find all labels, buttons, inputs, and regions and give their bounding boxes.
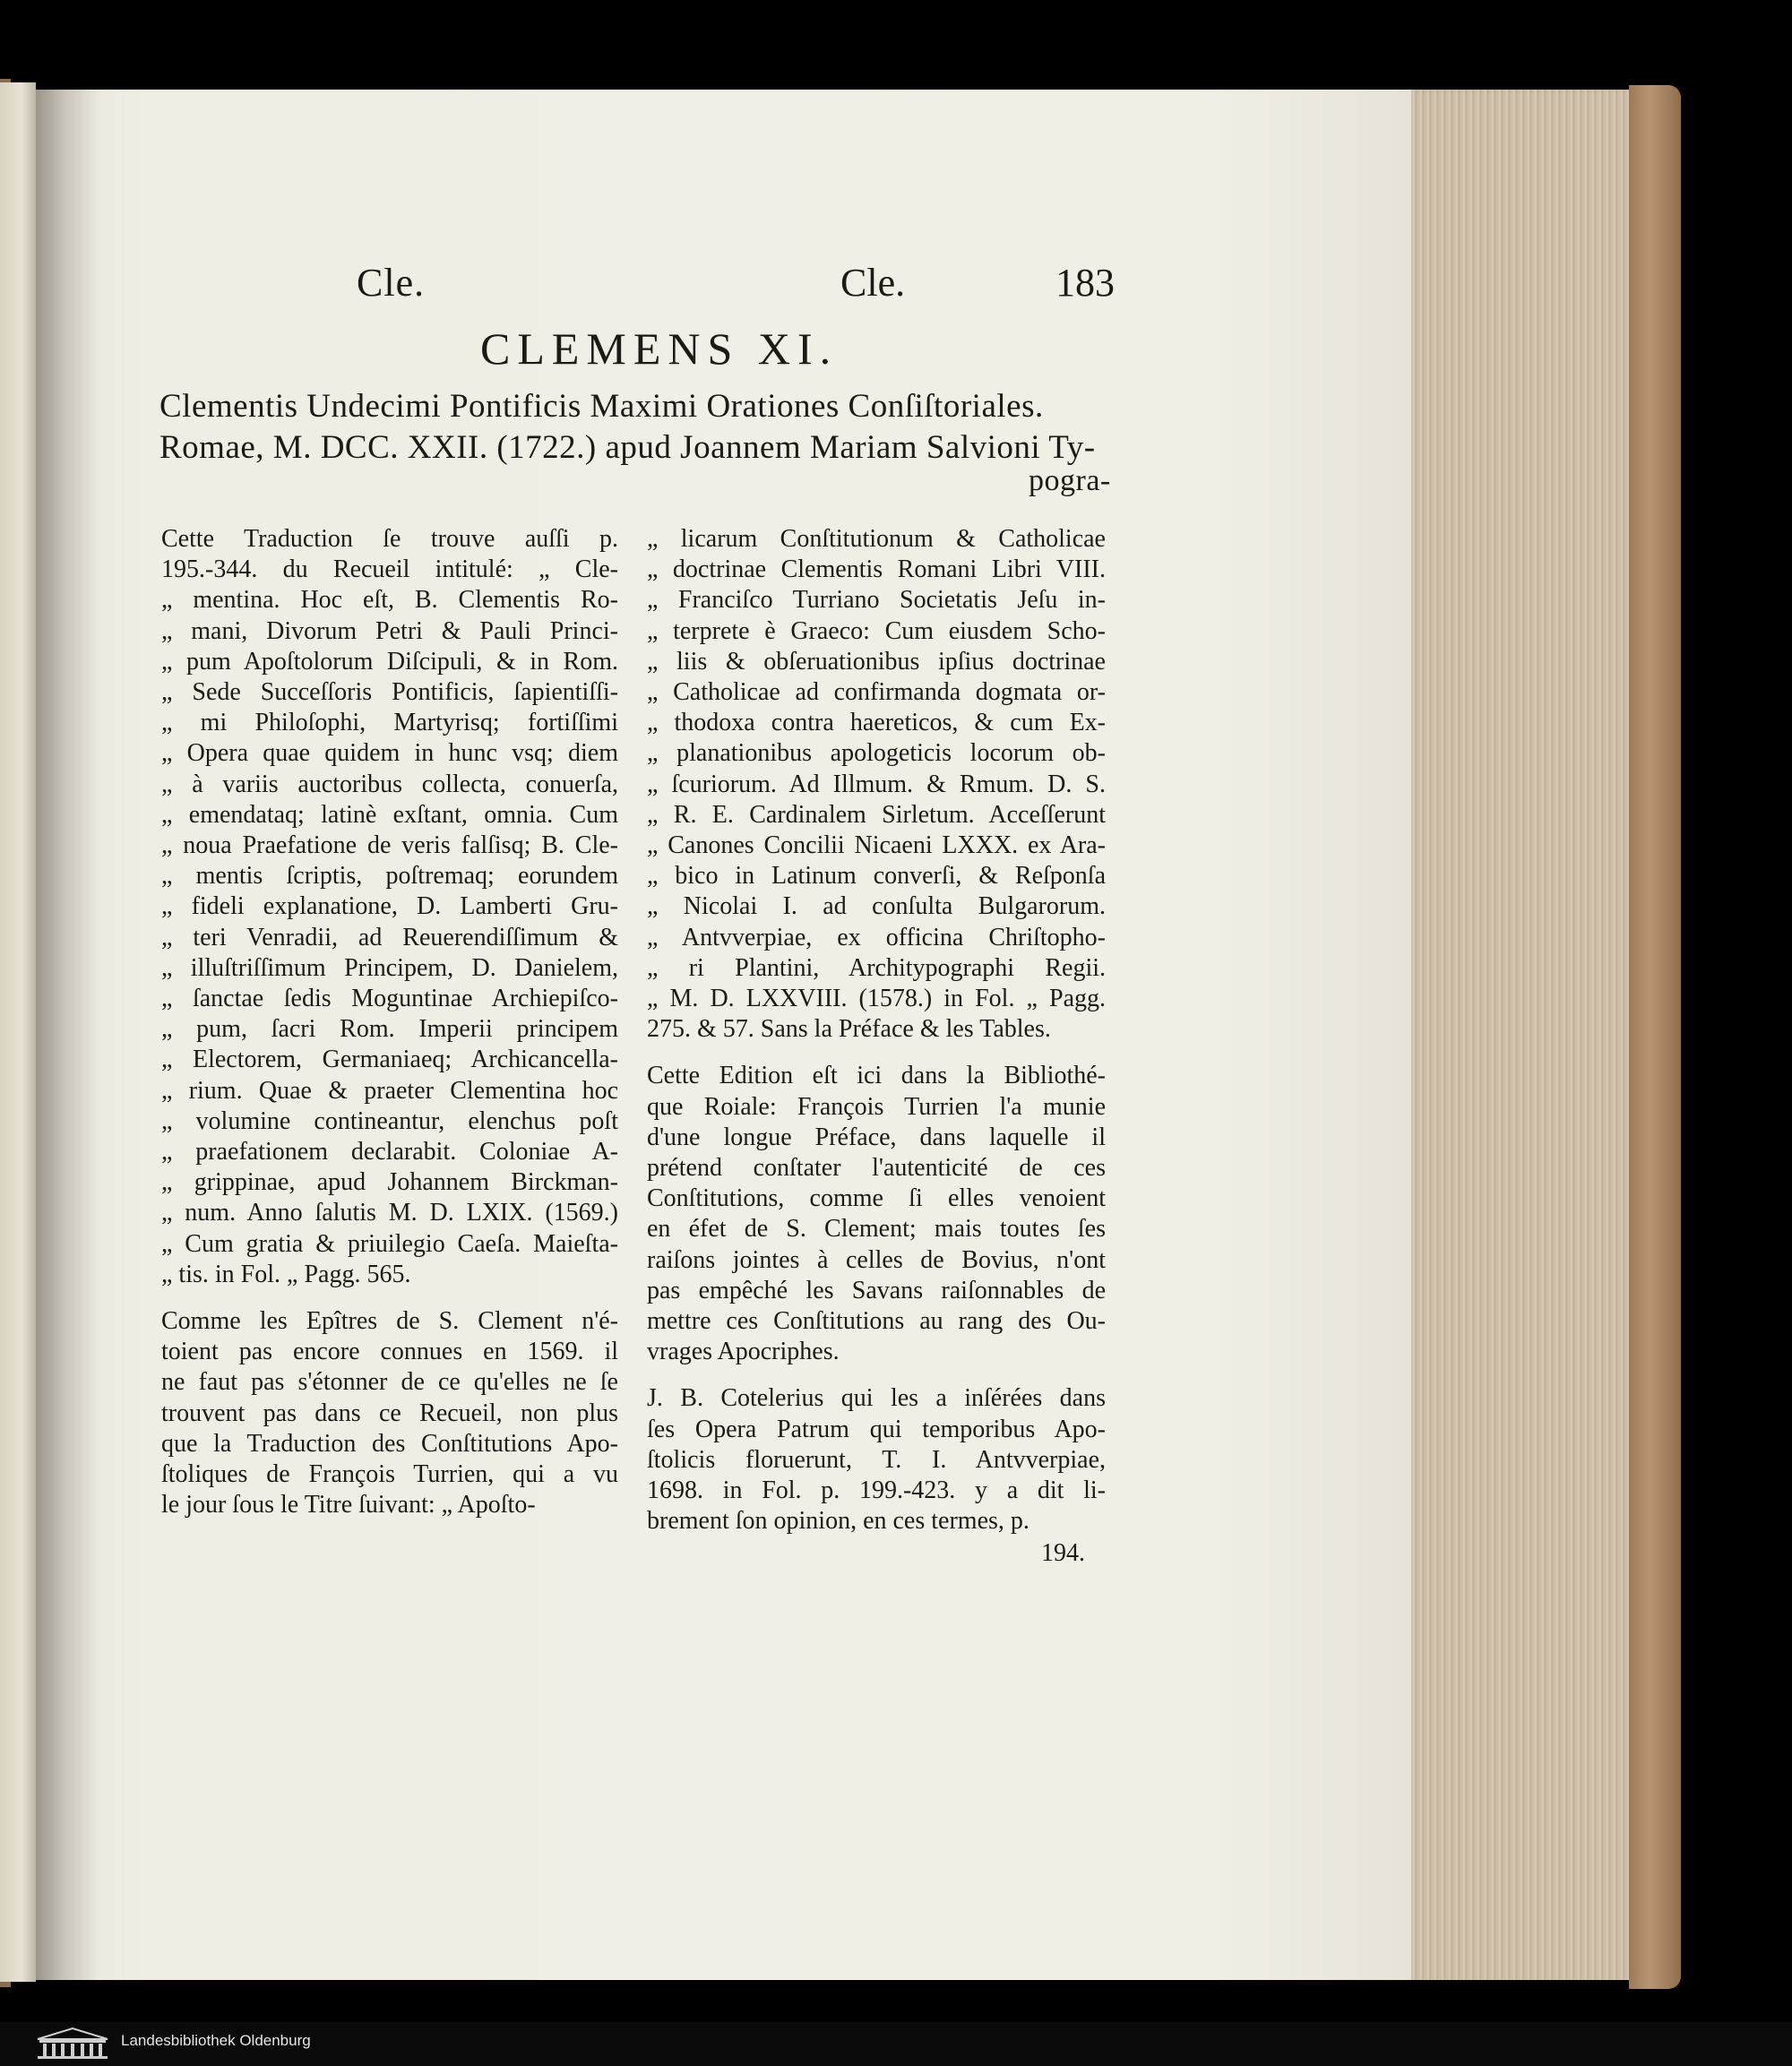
text-line: ſtoliques de François Turrien, qui a vu: [161, 1460, 618, 1489]
text-line: „ licarum Conſtitutionum & Catholicae: [647, 525, 1106, 553]
text-line: „ Opera quae quidem in hunc vsq; diem: [161, 739, 618, 768]
text-line: „ num. Anno ſalutis M. D. LXIX. (1569.): [161, 1199, 618, 1227]
catchword: 194.: [1041, 1539, 1085, 1567]
text-line: „ rium. Quae & praeter Clementina hoc: [161, 1076, 618, 1105]
text-line: „ Canones Concilii Nicaeni LXXX. ex Ara-: [647, 831, 1106, 860]
text-line: „ Nicolai I. ad conſulta Bulgarorum.: [647, 892, 1106, 921]
text-line: prétend conſtater l'autenticité de ces: [647, 1154, 1106, 1183]
text-line: „ terprete è Graeco: Cum eiusdem Scho-: [647, 616, 1106, 645]
text-line: le jour ſous le Titre ſuivant: „ Apoſto-: [161, 1491, 536, 1519]
text-line: „ mentis ſcriptis, poſtremaq; eorundem: [161, 862, 618, 891]
text-line: que Roiale: François Turrien l'a munie: [647, 1092, 1106, 1121]
text-line: brement ſon opinion, en ces termes, p.: [647, 1507, 1030, 1536]
entry-heading: CLEMENS XI.: [480, 323, 839, 374]
text-line: mettre ces Conſtitutions au rang des Ou-: [647, 1307, 1106, 1336]
text-line: „ Sede Succeſſoris Pontificis, ſapientiſſi-: [161, 678, 618, 707]
text-line: „ doctrinae Clementis Romani Libri VIII.: [647, 555, 1106, 584]
text-line: 1698. in Fol. p. 199.-423. y a dit li-: [647, 1476, 1106, 1505]
left-column: [161, 524, 618, 1521]
text-line: „ tis. in Fol. „ Pagg. 565.: [161, 1260, 411, 1288]
library-building-icon: [34, 2027, 111, 2061]
text-line: „ R. E. Cardinalem Sirletum. Acceſſerunt: [647, 800, 1106, 829]
text-line: pas empêché les Savans raiſonnables de: [647, 1276, 1106, 1304]
text-line: „ grippinae, apud Johannem Birckman-: [161, 1168, 618, 1197]
text-line: „ ſcuriorum. Ad Illmum. & Rmum. D. S.: [647, 770, 1106, 798]
text-line: „ bico in Latinum converſi, & Reſponſa: [647, 862, 1106, 891]
text-line: „ Cum gratia & priuilegio Caeſa. Maieſta-: [161, 1229, 618, 1258]
text-line: Cette Traduction ſe trouve auſſi p.: [161, 525, 618, 553]
text-line: „ thodoxa contra haereticos, & cum Ex-: [647, 709, 1106, 737]
text-line: „ praefationem declarabit. Coloniae A-: [161, 1138, 618, 1166]
paragraph-gap: [647, 1045, 1106, 1061]
text-line: vrages Apocriphes.: [647, 1338, 840, 1366]
text-line: „ ri Plantini, Architypographi Regii.: [647, 953, 1106, 982]
text-line: „ mentina. Hoc eſt, B. Clementis Ro-: [161, 586, 618, 615]
gutter-shadow: [36, 90, 99, 1980]
text-line: ſes Opera Patrum qui temporibus Apo-: [647, 1415, 1106, 1443]
text-line: que la Traduction des Conſtitutions Apo-: [161, 1429, 618, 1458]
text-line: „ teri Venradii, ad Reuerendiſſimum &: [161, 923, 618, 951]
running-head-left: Cle.: [357, 261, 426, 305]
paragraph-gap: [647, 1367, 1106, 1383]
text-line: „ mi Philoſophi, Martyrisq; fortiſſimi: [161, 709, 618, 737]
text-line: 195.-344. du Recueil intitulé: „ Cle-: [161, 555, 618, 584]
text-line: „ planationibus apologeticis locorum ob-: [647, 739, 1106, 768]
text-line: J. B. Cotelerius qui les a inſérées dans: [647, 1384, 1106, 1413]
text-line: 275. & 57. Sans la Préface & les Tables.: [647, 1015, 1051, 1044]
text-line: „ M. D. LXXVIII. (1578.) in Fol. „ Pagg.: [647, 985, 1106, 1013]
text-line: en éfet de S. Clement; mais toutes ſes: [647, 1215, 1106, 1244]
text-line: Comme les Epîtres de S. Clement n'é-: [161, 1307, 618, 1336]
right-column: [647, 524, 1106, 1537]
text-line: „ illuſtriſſimum Principem, D. Danielem,: [161, 953, 618, 982]
page-block-edge: [1411, 90, 1631, 1980]
text-line: „ fideli explanatione, D. Lamberti Gru-: [161, 892, 618, 921]
text-line: „ emendataq; latinè exſtant, omnia. Cum: [161, 800, 618, 829]
text-line: „ volumine contineantur, elenchus poſt: [161, 1106, 618, 1135]
text-line: „ Antvverpiae, ex officina Chriſtopho-: [647, 923, 1106, 951]
text-line: ne faut pas s'étonner de ce qu'elles ne ſe: [161, 1368, 618, 1397]
left-page-edge: [0, 82, 36, 1982]
text-line: „ ſanctae ſedis Moguntinae Archiepiſco-: [161, 985, 618, 1013]
running-head-center: Cle.: [840, 261, 906, 305]
text-line: „ mani, Divorum Petri & Pauli Princi-: [161, 616, 618, 645]
text-line: „ Electorem, Germaniaeq; Archicancella-: [161, 1046, 618, 1074]
footer-institution: Landesbibliothek Oldenburg: [121, 2032, 311, 2049]
text-line: toient pas encore connues en 1569. il: [161, 1338, 618, 1366]
text-line: „ à variis auctoribus collecta, conuerſa,: [161, 770, 618, 798]
title-line: Romae, M. DCC. XXII. (1722.) apud Joannem Mariam Salvioni Ty-: [159, 429, 1096, 466]
page-number: 183: [1055, 261, 1115, 305]
text-line: ſtolicis floruerunt, T. I. Antvverpiae,: [647, 1445, 1106, 1474]
text-line: „ noua Praefatione de veris falſisq; B. Cle-: [161, 831, 618, 860]
text-line: d'une longue Préface, dans laquelle il: [647, 1123, 1106, 1151]
paragraph-gap: [161, 1290, 618, 1306]
text-line: „ Franciſco Turriano Societatis Jeſu in-: [647, 586, 1106, 615]
text-line: „ pum Apoſtolorum Diſcipuli, & in Rom.: [161, 647, 618, 676]
right-book-cover: [1629, 85, 1681, 1989]
text-line: Conſtitutions, comme ſi elles venoient: [647, 1184, 1106, 1213]
text-line: „ pum, ſacri Rom. Imperii principem: [161, 1015, 618, 1044]
text-line: „ Catholicae ad confirmanda dogmata or-: [647, 678, 1106, 707]
title-line: Clementis Undecimi Pontificis Maximi Orationes Conſiſtoriales.: [159, 388, 1044, 425]
title-line: pogra-: [1029, 464, 1111, 497]
text-line: Cette Edition eſt ici dans la Bibliothé-: [647, 1062, 1106, 1090]
text-line: raiſons jointes à celles de Bovius, n'ont: [647, 1245, 1106, 1274]
text-line: „ liis & obſeruationibus ipſius doctrinae: [647, 647, 1106, 676]
text-line: trouvent pas dans ce Recueil, non plus: [161, 1399, 618, 1427]
